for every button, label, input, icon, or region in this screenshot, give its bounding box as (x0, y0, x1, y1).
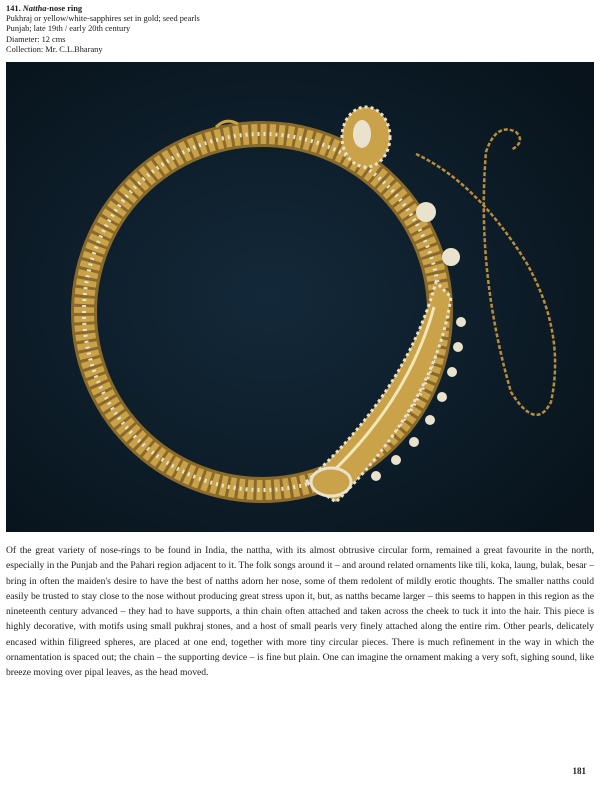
caption-line-collection: Collection: Mr. C.L.Bharany (6, 44, 103, 54)
caption-line-material: Pukhraj or yellow/white-sapphires set in gold; seed pearls (6, 14, 200, 24)
bottom-setting (311, 468, 351, 496)
body-text (6, 543, 594, 681)
nose-ring-photo (6, 62, 594, 532)
caption-line-diameter: Diameter: 12 cms (6, 34, 66, 44)
figure-caption (6, 4, 406, 55)
spacer-pearl-2 (442, 248, 460, 266)
top-pearl (353, 120, 371, 148)
page-number: 181 (572, 766, 586, 776)
caption-title (6, 4, 406, 14)
body-paragraph: Of the great variety of nose-rings to be found in India, the nattha, with its almost obtrusive circular form, remained a great favourite in the north, especially in the Punjab and the Pahari region adjacent to it. The folk songs around it – and around related ornaments like tili, koka, laung, bulak, besar – bring in often the maiden's desire to have the best of natths adorn her nose, some of them redolent of mildly erotic thoughts. The smaller natths could easily be trusted to stay close to the nose without producing great stress upon it, but, as natths became larger – this seems to happen in this region as the nineteenth century advanced – they had to have supports, a thin chain often attached and taken across the cheek to tuck it into the hair. This piece is highly decorative, with motifs using small pukhraj stones, and a host of small pearls very finely attached along the entire rim. Other pearls, delicately encased within filigreed spheres, are placed at one end, together with more tiny circular pieces. There is much refinement in the way in which the ornamentation is spaced out; the chain – the supporting device – is fine but plain. One can imagine the ornament making a very soft, sighing sound, like breeze moving over pipal leaves, as the head moved. (6, 545, 594, 679)
caption-number: 141. (6, 4, 21, 13)
caption-title-italic: Nattha (22, 4, 47, 13)
nose-ring-illustration (6, 62, 594, 532)
spacer-pearl-1 (416, 202, 436, 222)
caption-line-origin: Punjab; late 19th / early 20th century (6, 24, 131, 34)
caption-title-rest: -nose ring (46, 4, 83, 13)
